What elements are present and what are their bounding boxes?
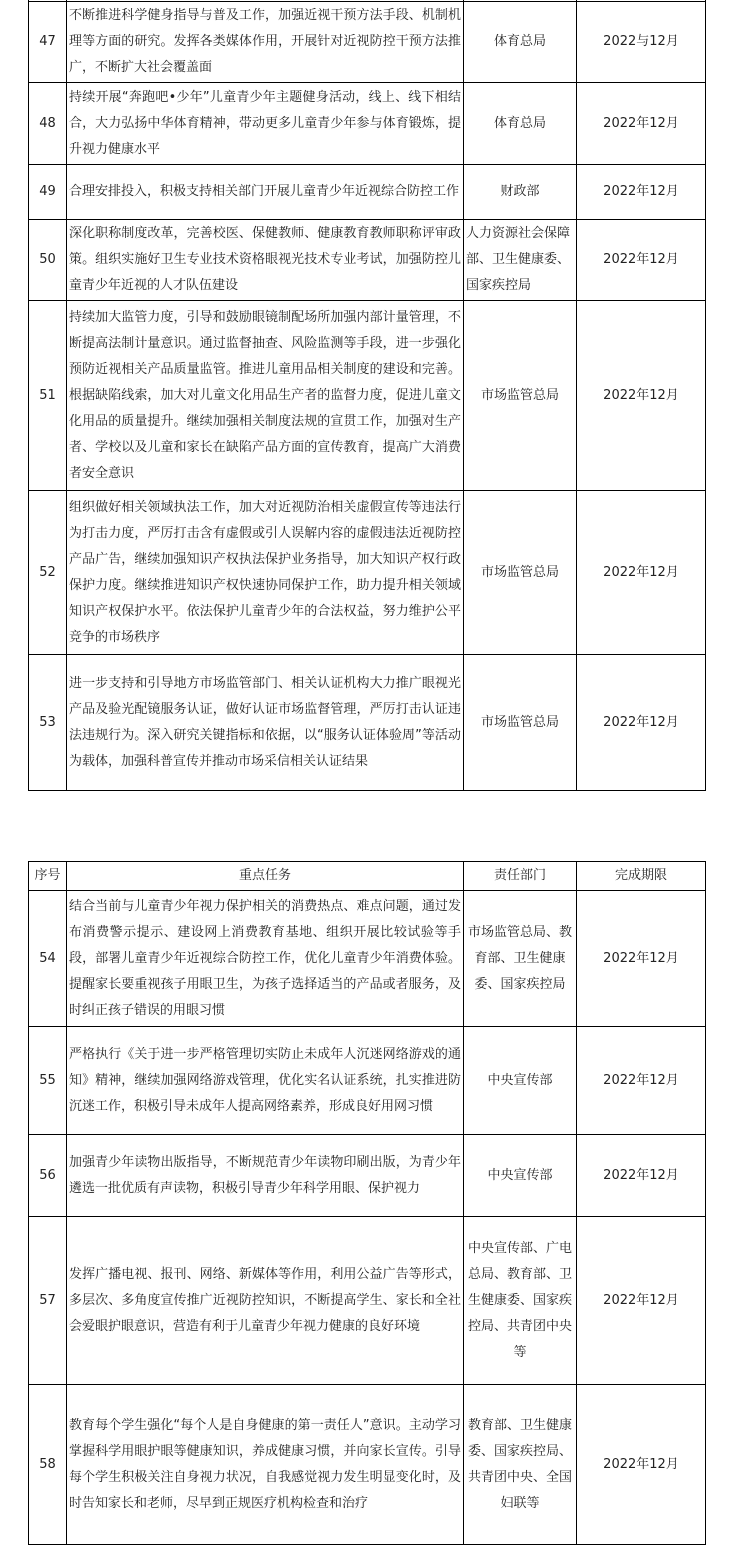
header-dept: 责任部门 <box>464 862 577 891</box>
table-row <box>29 2 706 83</box>
table-row <box>29 165 706 220</box>
deadline-text: 2022年12月 <box>577 301 706 491</box>
table-row <box>29 220 706 301</box>
task-text: 合理安排投入，积极支持相关部门开展儿童青少年近视综合防控工作 <box>67 165 464 220</box>
deadline-text: 2022年12月 <box>577 1027 706 1135</box>
dept-text: 市场监管总局、教育部、卫生健康委、国家疾控局 <box>464 891 577 1027</box>
table-row <box>29 1385 706 1545</box>
deadline-text: 2022年12月 <box>577 491 706 655</box>
deadline-text: 2022年12月 <box>577 220 706 301</box>
task-text: 进一步支持和引导地方市场监管部门、相关认证机构大力推广眼视光产品及验光配镜服务认证，做好认证市场监督管理，严厉打击认证违法违规行为。深入研究关键指标和依据，以“服务认证体验周”等活动为载体，加强科普宣传并推动市场采信相关认证结果 <box>67 655 464 791</box>
row-number: 50 <box>29 220 67 301</box>
dept-text: 市场监管总局 <box>464 491 577 655</box>
table-row <box>29 491 706 655</box>
table-row <box>29 1135 706 1217</box>
dept-text: 人力资源社会保障部、卫生健康委、国家疾控局 <box>464 220 577 301</box>
dept-text: 体育总局 <box>464 83 577 165</box>
row-number: 49 <box>29 165 67 220</box>
header-deadline: 完成期限 <box>577 862 706 891</box>
header-number: 序号 <box>29 862 67 891</box>
deadline-text: 2022年12月 <box>577 165 706 220</box>
table-row <box>29 655 706 791</box>
task-text: 结合当前与儿童青少年视力保护相关的消费热点、难点问题，通过发布消费警示提示、建设网上消费教育基地、组织开展比较试验等手段，部署儿童青少年近视综合防控工作，优化儿童青少年消费体验。提醒家长要重视孩子用眼卫生，为孩子选择适当的产品或者服务，及时纠正孩子错误的用眼习惯 <box>67 891 464 1027</box>
task-text: 发挥广播电视、报刊、网络、新媒体等作用，利用公益广告等形式，多层次、多角度宣传推广近视防控知识，不断提高学生、家长和全社会爱眼护眼意识，营造有利于儿童青少年视力健康的良好环境 <box>67 1217 464 1385</box>
dept-text: 市场监管总局 <box>464 301 577 491</box>
row-number: 56 <box>29 1135 67 1217</box>
dept-text: 中央宣传部 <box>464 1135 577 1217</box>
row-number: 54 <box>29 891 67 1027</box>
task-text: 严格执行《关于进一步严格管理切实防止未成年人沉迷网络游戏的通知》精神，继续加强网络游戏管理，优化实名认证系统，扎实推进防沉迷工作，积极引导未成年人提高网络素养，形成良好用网习惯 <box>67 1027 464 1135</box>
table-row <box>29 891 706 1027</box>
dept-text: 中央宣传部 <box>464 1027 577 1135</box>
task-text: 教育每个学生强化“每个人是自身健康的第一责任人”意识。主动学习掌握科学用眼护眼等健康知识，养成健康习惯，并向家长宣传。引导每个学生积极关注自身视力状况，自我感觉视力发生明显变化时，及时告知家长和老师，尽早到正规医疗机构检查和治疗 <box>67 1385 464 1545</box>
table-header-row <box>29 862 706 891</box>
dept-text: 财政部 <box>464 165 577 220</box>
task-text: 持续开展“奔跑吧•少年”儿童青少年主题健身活动，线上、线下相结合，大力弘扬中华体育精神，带动更多儿童青少年参与体育锻炼，提升视力健康水平 <box>67 83 464 165</box>
deadline-text: 2022年12月 <box>577 83 706 165</box>
row-number: 47 <box>29 2 67 83</box>
deadline-text: 2022年12月 <box>577 1385 706 1545</box>
task-text: 加强青少年读物出版指导，不断规范青少年读物印刷出版，为青少年遴选一批优质有声读物，积极引导青少年科学用眼、保护视力 <box>67 1135 464 1217</box>
row-number: 57 <box>29 1217 67 1385</box>
dept-text: 教育部、卫生健康委、国家疾控局、共青团中央、全国妇联等 <box>464 1385 577 1545</box>
deadline-text: 2022年12月 <box>577 1217 706 1385</box>
table-row <box>29 83 706 165</box>
task-text: 组织做好相关领域执法工作，加大对近视防治相关虚假宣传等违法行为打击力度，严厉打击含有虚假或引人误解内容的虚假违法近视防控产品广告，继续加强知识产权执法保护业务指导，加大知识产权行政保护力度。继续推进知识产权快速协同保护工作，助力提升相关领域知识产权保护水平。依法保护儿童青少年的合法权益，努力维护公平竞争的市场秩序 <box>67 491 464 655</box>
table-row <box>29 1217 706 1385</box>
deadline-text: 2022年12月 <box>577 655 706 791</box>
task-table-continued <box>28 0 706 791</box>
table-row <box>29 1027 706 1135</box>
row-number: 58 <box>29 1385 67 1545</box>
task-text: 不断推进科学健身指导与普及工作，加强近视干预方法手段、机制机理等方面的研究。发挥各类媒体作用，开展针对近视防控干预方法推广，不断扩大社会覆盖面 <box>67 2 464 83</box>
dept-text: 体育总局 <box>464 2 577 83</box>
row-number: 48 <box>29 83 67 165</box>
table-row <box>29 301 706 491</box>
row-number: 53 <box>29 655 67 791</box>
deadline-text: 2022年12月 <box>577 891 706 1027</box>
dept-text: 中央宣传部、广电总局、教育部、卫生健康委、国家疾控局、共青团中央等 <box>464 1217 577 1385</box>
task-text: 持续加大监管力度，引导和鼓励眼镜制配场所加强内部计量管理，不断提高法制计量意识。通过监督抽查、风险监测等手段，进一步强化预防近视相关产品质量监管。推进儿童用品相关制度的建设和完善。根据缺陷线索，加大对儿童文化用品生产者的监督力度，促进儿童文化用品的质量提升。继续加强相关制度法规的宣贯工作，加强对生产者、学校以及儿童和家长在缺陷产品方面的宣传教育，提高广大消费者安全意识 <box>67 301 464 491</box>
deadline-text: 2022年12月 <box>577 1135 706 1217</box>
row-number: 55 <box>29 1027 67 1135</box>
header-task: 重点任务 <box>67 862 464 891</box>
dept-text: 市场监管总局 <box>464 655 577 791</box>
row-number: 52 <box>29 491 67 655</box>
deadline-text: 2022与12月 <box>577 2 706 83</box>
row-number: 51 <box>29 301 67 491</box>
task-table <box>28 861 706 1545</box>
task-text: 深化职称制度改革，完善校医、保健教师、健康教育教师职称评审政策。组织实施好卫生专业技术资格眼视光技术专业考试，加强防控儿童青少年近视的人才队伍建设 <box>67 220 464 301</box>
